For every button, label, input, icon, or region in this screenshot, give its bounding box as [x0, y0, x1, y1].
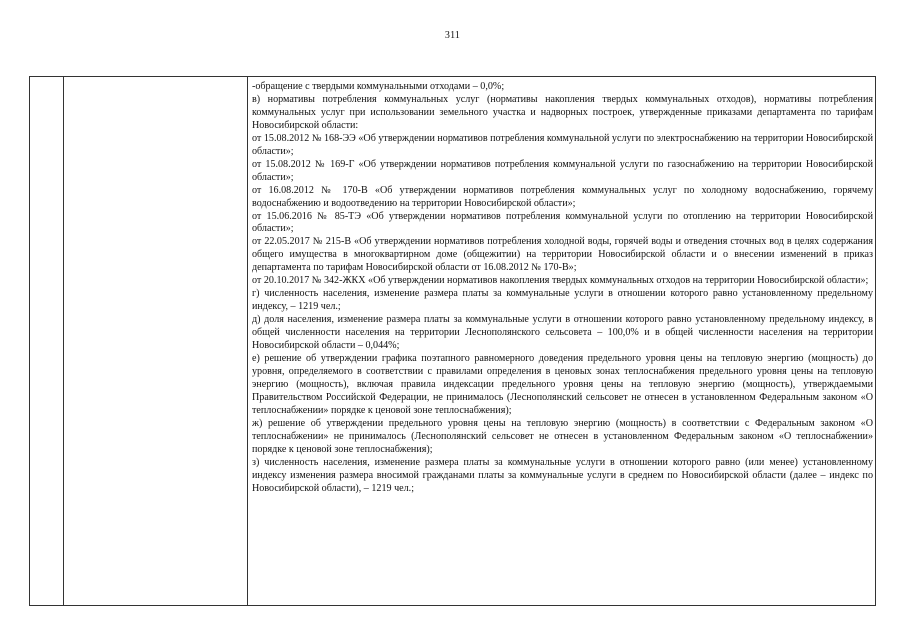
page-number: 311 — [444, 30, 461, 41]
paragraph-order-85-te: от 15.06.2016 № 85-ТЭ «Об утверждении нормативов потребления коммунальной услуги по отоплению на территории Новосибирской области»; — [252, 210, 873, 235]
paragraph-waste-share: -обращение с твердыми коммунальными отходами – 0,0%; — [252, 81, 505, 92]
paragraph-population-share: д) доля населения, изменение размера платы за коммунальные услуги в отношении которого равно установленному предельному индексу, в общей численности населения на территории Леснополянского сельсовета – 100,0% и в общей численности населения на территории Новосибирской области – 0,044%; — [252, 314, 873, 352]
paragraph-order-342-zhkkh: от 20.10.2017 № 342-ЖКХ «Об утверждении нормативов накопления твердых коммунальных отходов на территории Новосибирской области»; — [252, 275, 869, 287]
paragraph-order-215-v: от 22.05.2017 № 215-В «Об утверждении нормативов потребления холодной воды, горячей воды и отведения сточных вод в целях содержания общего имущества в многоквартирном доме (общежитии) на территории Новосибирской области и о внесении изменений в приказ департамента по тарифам Новосибирской области от 16.08.2012 № 170-В»; — [252, 236, 873, 274]
table-text-cell — [252, 81, 873, 496]
paragraph-population-count: г) численность населения, изменение размера платы за коммунальные услуги в отношении которого равно установленному предельному индексу, – 1219 чел.; — [252, 288, 873, 313]
paragraph-population-index: з) численность населения, изменение размера платы за коммунальные услуги в отношении которого равно (или менее) установленному индексу изменения размера вносимой гражданами платы за коммунальные услуги в среднем по Новосибирской области (далее – индекс по Новосибирской области), – 1219 чел.; — [252, 456, 873, 494]
paragraph-consumption-norms: в) нормативы потребления коммунальных услуг (нормативы накопления твердых коммунальных отходов), нормативы потребления коммунальных услуг при использовании земельного участка и надворных построек, утвержденные приказами департамента по тарифам Новосибирской области: — [252, 93, 873, 131]
paragraph-order-169-g: от 15.08.2012 № 169-Г «Об утверждении нормативов потребления коммунальной услуги по газоснабжению на территории Новосибирской области»; — [252, 158, 873, 183]
table-column-divider-2 — [247, 77, 248, 605]
table-column-divider-1 — [63, 77, 64, 605]
paragraph-order-170-v: от 16.08.2012 № 170-В «Об утверждении нормативов потребления коммунальных услуг по холодному водоснабжению, горячему водоснабжению и водоотведению на территории Новосибирской области»; — [252, 184, 873, 209]
paragraph-heat-price-schedule: е) решение об утверждении графика поэтапного равномерного доведения предельного уровня цены на тепловую энергию (мощность) до уровня, определяемого в соответствии с правилами определения в ценовых зонах теплоснабжения предельного уровня цены на тепловую энергию (мощность), включая правила индексации предельного уровня цены на тепловую энергию (мощность), утверждаемыми Правительством Российской Федерации, не принималось (Леснополянский сельсовет не отнесен в установленном Федеральным законом «О теплоснабжении» порядке к ценовой зоне теплоснабжения); — [252, 353, 873, 416]
document-table — [29, 76, 876, 606]
paragraph-order-168-ee: от 15.08.2012 № 168-ЭЭ «Об утверждении нормативов потребления коммунальной услуги по электроснабжению на территории Новосибирской области»; — [252, 132, 873, 157]
paragraph-heat-price-limit: ж) решение об утверждении предельного уровня цены на тепловую энергию (мощность) в соответствии с Федеральным законом «О теплоснабжении» не принималось (Леснополянский сельсовет не отнесен в установленном Федеральным законом «О теплоснабжении» порядке к ценовой зоне теплоснабжения); — [252, 417, 873, 455]
